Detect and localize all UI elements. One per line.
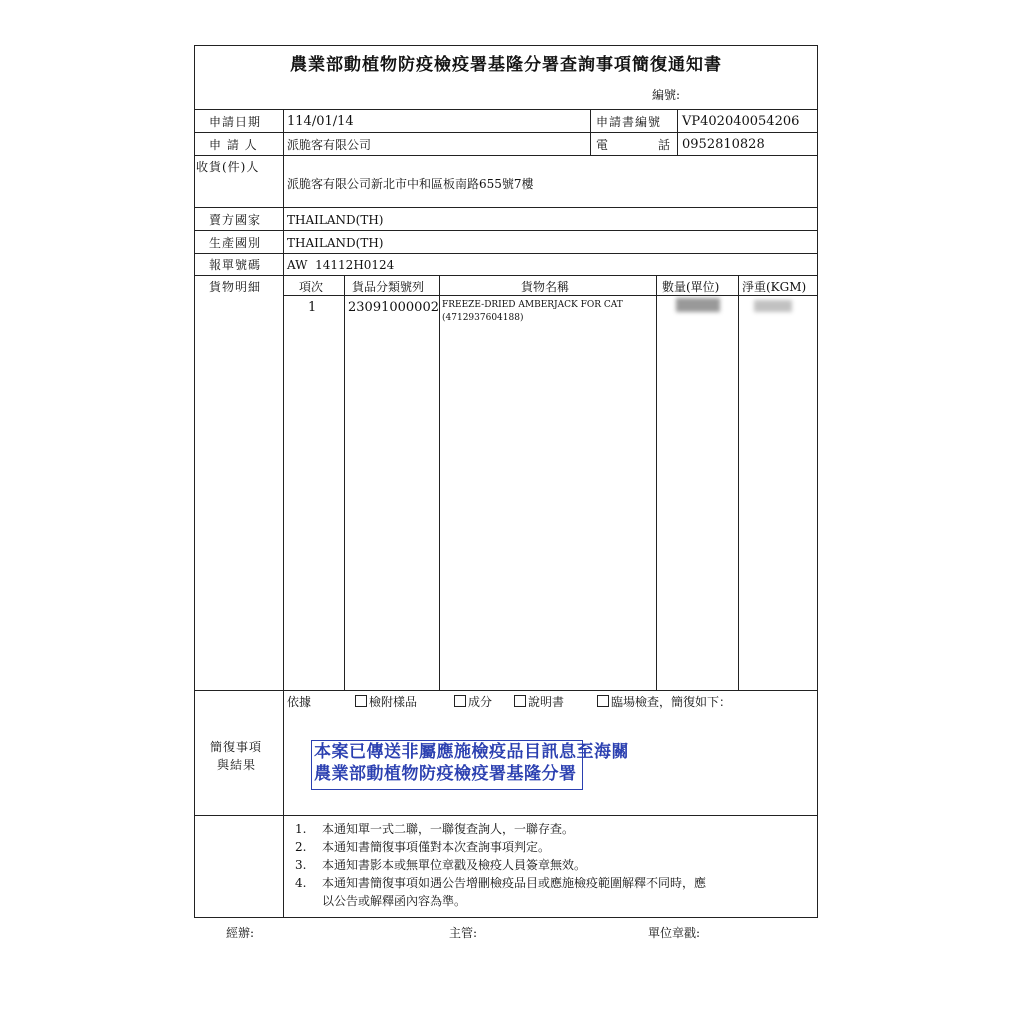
goods-header-quantity: 數量(單位) — [662, 280, 720, 294]
reply-label-line1: 簡復事項 — [210, 740, 263, 754]
supervisor-signature-label: 主管: — [449, 926, 478, 940]
consignee-label: 收貨(件)人 — [196, 160, 260, 174]
handler-signature-label: 經辦: — [226, 926, 255, 940]
note-number: 1. — [295, 822, 307, 836]
goods-header-hs-code: 貨品分類號列 — [352, 280, 425, 294]
row-divider — [194, 109, 818, 110]
stamp-line1: 本案已傳送非屬應施檢疫品目訊息至海關 — [314, 742, 629, 762]
row-divider — [194, 155, 818, 156]
note-text: 本通知書影本或無單位章戳及檢疫人員簽章無效。 — [322, 858, 587, 872]
note-text: 本通知書簡復事項僅對本次查詢事項判定。 — [322, 840, 551, 854]
goods-column-divider — [439, 275, 440, 690]
note-text-continued: 以公告或解釋函內容為準。 — [322, 894, 467, 908]
column-divider — [677, 109, 678, 155]
goods-row-item: 1 — [308, 300, 317, 315]
option-onsite-inspection[interactable] — [597, 695, 731, 709]
note-text: 本通知單一式二聯，一聯復查詢人，一聯存查。 — [322, 822, 575, 836]
goods-header-name: 貨物名稱 — [521, 280, 570, 294]
goods-header-item: 項次 — [299, 280, 324, 294]
option-attached-sample-label: 檢附樣品 — [369, 695, 418, 709]
goods-detail-label: 貨物明細 — [209, 280, 262, 294]
phone-label-part1: 電 — [596, 138, 609, 152]
row-divider — [194, 275, 818, 276]
document-title: 農業部動植物防疫檢疫署基隆分署查詢事項簡復通知書 — [290, 55, 722, 75]
declaration-number-value: AW 14112H0124 — [287, 258, 395, 272]
row-divider — [194, 230, 818, 231]
option-attached-sample[interactable] — [355, 695, 417, 709]
stamp-line2: 農業部動植物防疫檢疫署基隆分署 — [314, 764, 577, 784]
reply-label-line2: 與結果 — [217, 758, 257, 772]
checkbox-icon — [514, 695, 526, 707]
note-number: 2. — [295, 840, 307, 854]
label-column-divider — [283, 109, 284, 918]
option-ingredients-label: 成分 — [468, 695, 493, 709]
checkbox-icon — [597, 695, 609, 707]
option-onsite-inspection-label: 臨場檢查，簡復如下： — [611, 695, 732, 709]
seller-country-value: THAILAND(TH) — [287, 213, 384, 227]
option-ingredients[interactable] — [454, 695, 492, 709]
note-number: 4. — [295, 876, 307, 890]
redacted-net-weight — [754, 300, 792, 312]
applicant-label: 申 請 人 — [209, 138, 258, 152]
row-divider — [194, 690, 818, 691]
official-stamp — [311, 740, 629, 790]
form-number-label: 申請書編號 — [596, 115, 662, 129]
note-number: 3. — [295, 858, 307, 872]
row-divider — [194, 132, 818, 133]
option-manual[interactable] — [514, 695, 564, 709]
checkbox-icon — [355, 695, 367, 707]
goods-row-name-line1: FREEZE-DRIED AMBERJACK FOR CAT — [442, 300, 623, 310]
apply-date-value: 114/01/14 — [287, 114, 354, 129]
apply-date-label: 申請日期 — [209, 115, 262, 129]
goods-row-name-line2: (4712937604188) — [442, 313, 524, 323]
applicant-value: 派脆客有限公司 — [287, 138, 372, 152]
serial-number-label: 編號: — [652, 88, 681, 102]
goods-column-divider — [738, 275, 739, 690]
option-manual-label: 說明書 — [528, 695, 565, 709]
unit-seal-label: 單位章戳: — [648, 926, 701, 940]
column-divider — [590, 109, 591, 155]
goods-column-divider — [656, 275, 657, 690]
origin-country-value: THAILAND(TH) — [287, 236, 384, 250]
goods-header-net-weight: 淨重(KGM) — [742, 280, 807, 294]
redacted-quantity — [676, 298, 720, 312]
declaration-number-label: 報單號碼 — [209, 258, 262, 272]
note-text: 本通知書簡復事項如遇公告增刪檢疫品目或應施檢疫範圍解釋不同時，應 — [322, 876, 707, 890]
checkbox-icon — [454, 695, 466, 707]
basis-label: 依據 — [287, 695, 312, 709]
row-divider — [194, 815, 818, 816]
form-number-value: VP402040054206 — [682, 114, 800, 129]
row-divider — [194, 253, 818, 254]
consignee-value: 派脆客有限公司新北市中和區板南路655號7樓 — [287, 177, 534, 191]
phone-value: 0952810828 — [682, 137, 765, 152]
seller-country-label: 賣方國家 — [209, 213, 262, 227]
goods-row-hs-code: 23091000002 — [348, 300, 439, 315]
row-divider — [194, 207, 818, 208]
origin-country-label: 生產國別 — [209, 236, 262, 250]
phone-label-part2: 話 — [658, 138, 671, 152]
goods-column-divider — [344, 275, 345, 690]
